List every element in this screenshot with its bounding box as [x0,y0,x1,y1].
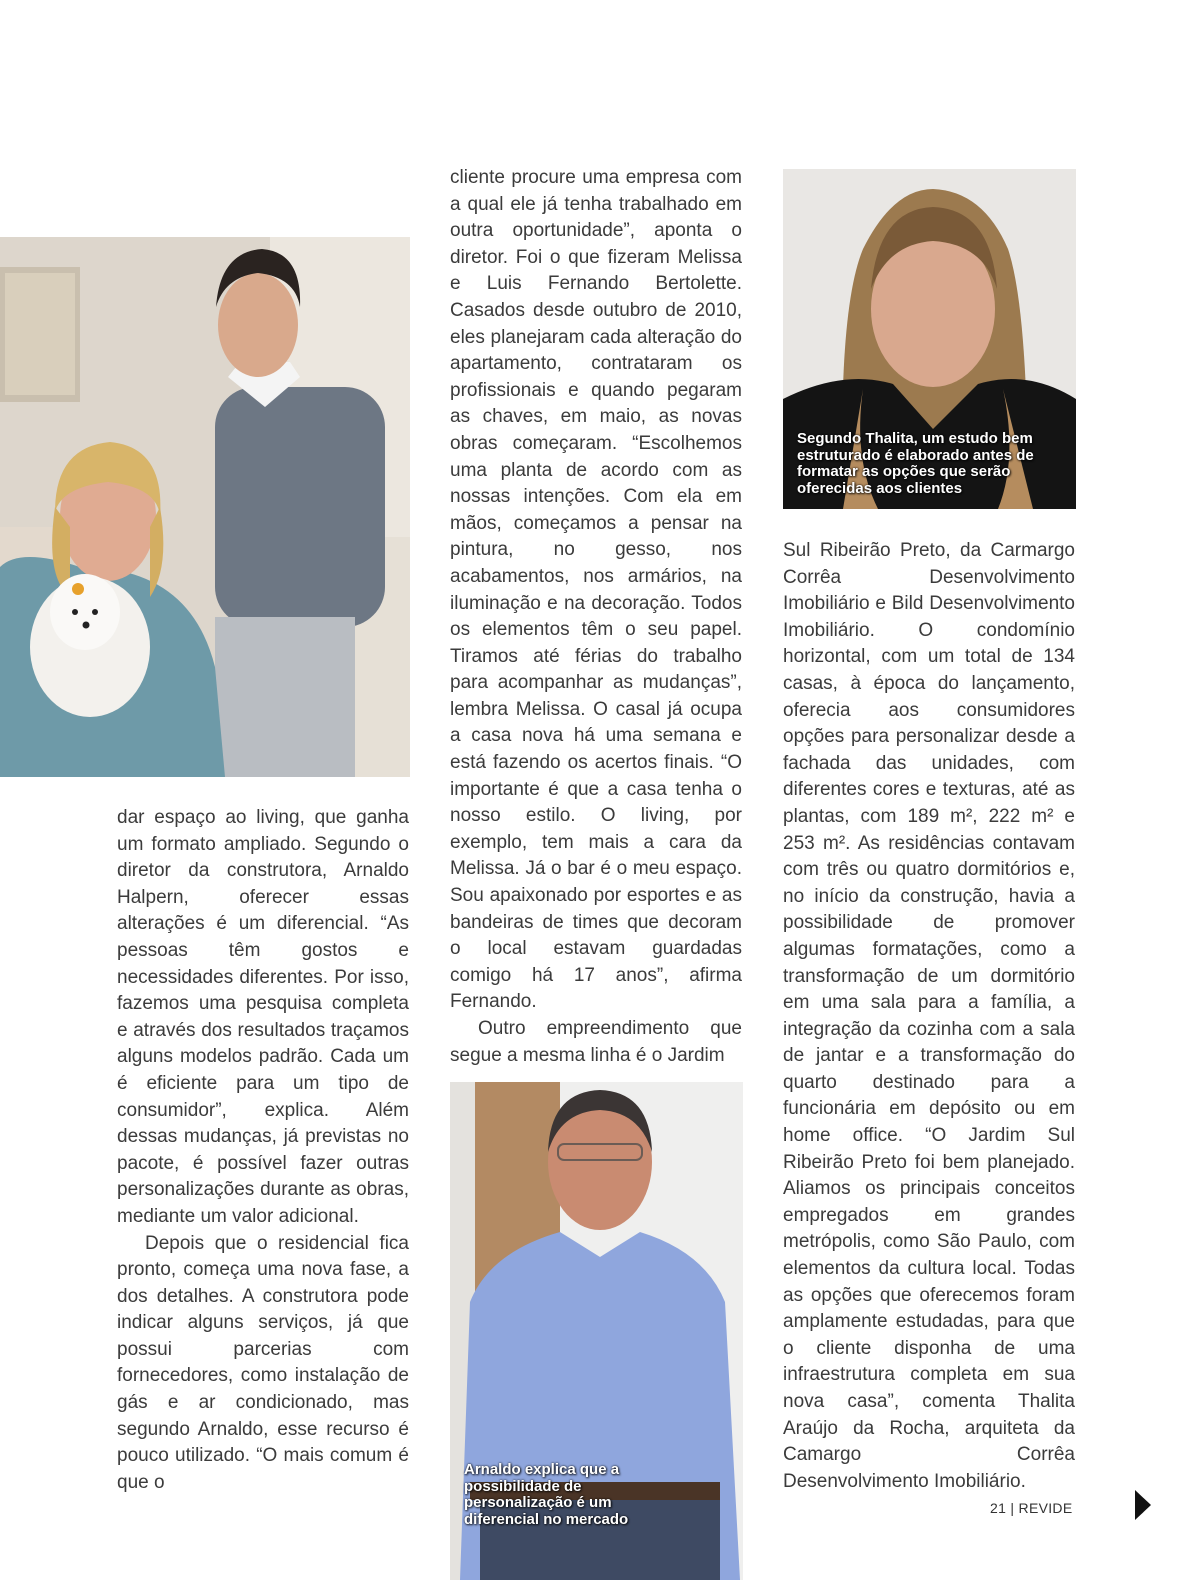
thalita-photo [783,169,1076,509]
article-paragraph: Depois que o residencial fica pronto, começa uma nova fase, a dos detalhes. A construtora pode indicar alguns serviços, já que possui parcerias com fornecedores, como instalação de gás e ar condicionado, mas segundo Arnaldo, esse recurso é pouco utilizado. “O mais comum é que o [117,1232,409,1493]
arnaldo-photo-caption: Arnaldo explica que a possibilidade de personalização é um diferencial no mercado [464,1461,629,1528]
article-paragraph: Outro empreendimento que segue a mesma linha é o Jardim [450,1018,742,1066]
article-column-3 [783,538,1075,1495]
couple-photo [0,237,410,777]
next-page-arrow-icon[interactable] [1135,1490,1151,1520]
page-number: 21 [990,1500,1007,1516]
arnaldo-photo [450,1082,743,1580]
page-footer [990,1500,1072,1516]
article-paragraph: dar espaço ao living, que ganha um formato ampliado. Segundo o diretor da construtora, Arnaldo Halpern, oferecer essas alterações é um diferencial. “As pessoas têm gostos e necessidades diferentes. Por isso, fazemos uma pesquisa completa e através dos resultados traçamos alguns modelos padrão. Cada um é eficiente para um tipo de consumidor”, explica. Além dessas mudanças, já previstas no pacote, é possível fazer outras personalizações durante as obras, mediante um valor adicional. [117,807,409,1227]
magazine-name: REVIDE [1018,1500,1073,1516]
article-paragraph: cliente procure uma empresa com a qual ele já tenha trabalhado em outra oportunidade”, aponta o diretor. Foi o que fizeram Melissa e Luis Fernando Bertolette. Casados desde outubro de 2010, eles planejaram cada alteração do apartamento, contrataram os profissionais e quando pegaram as chaves, em maio, as novas obras começaram. “Escolhemos uma planta de acordo com as nossas intenções. Com ela em mãos, começamos a pensar na pintura, no gesso, nos acabamentos, nos armários, na iluminação e na decoração. Todos os elementos têm o seu papel. Tiramos até férias do trabalho para acompanhar as mudanças”, lembra Melissa. O casal já ocupa a casa nova há uma semana e está fazendo os acertos finais. “O importante é que a casa tenha o nosso estilo. O living, por exemplo, tem mais a cara da Melissa. Já o bar é o meu espaço. Sou apaixonado por esportes e as bandeiras de times que decoram o local estavam guardadas comigo há 17 anos”, afirma Fernando. [450,167,742,1013]
article-column-2 [450,165,742,1069]
article-column-1 [117,805,409,1496]
article-paragraph: Sul Ribeirão Preto, da Carmargo Corrêa Desenvolvimento Imobiliário e Bild Desenvolvimento Imobiliário. O condomínio horizontal, com um total de 134 casas, à época do lançamento, oferecia aos consumidores opções para personalizar desde a fachada das unidades, com diferentes cores e texturas, até as plantas, com 189 m², 222 m² e 253 m². As residências contavam com três ou quatro dormitórios e, no início da construção, havia a possibilidade de promover algumas formatações, como a transformação de um dormitório em uma sala para a família, a integração da cozinha com a sala de jantar e a transformação do quarto destinado para a funcionária em depósito ou em home office. “O Jardim Sul Ribeirão Preto foi bem planejado. Aliamos os principais conceitos empregados em grandes metrópolis, como São Paulo, com elementos da cultura local. Todas as opções que oferecemos foram amplamente estudadas, para que o cliente disponha de uma infraestrutura completa em sua nova casa”, comenta Thalita Araújo da Rocha, arquiteta da Camargo Corrêa Desenvolvimento Imobiliário. [783,540,1075,1492]
footer-separator: | [1010,1500,1015,1516]
thalita-photo-caption: Segundo Thalita, um estudo bem estruturado é elaborado antes de formatar as opções que serão oferecidas aos clientes [797,430,1034,497]
